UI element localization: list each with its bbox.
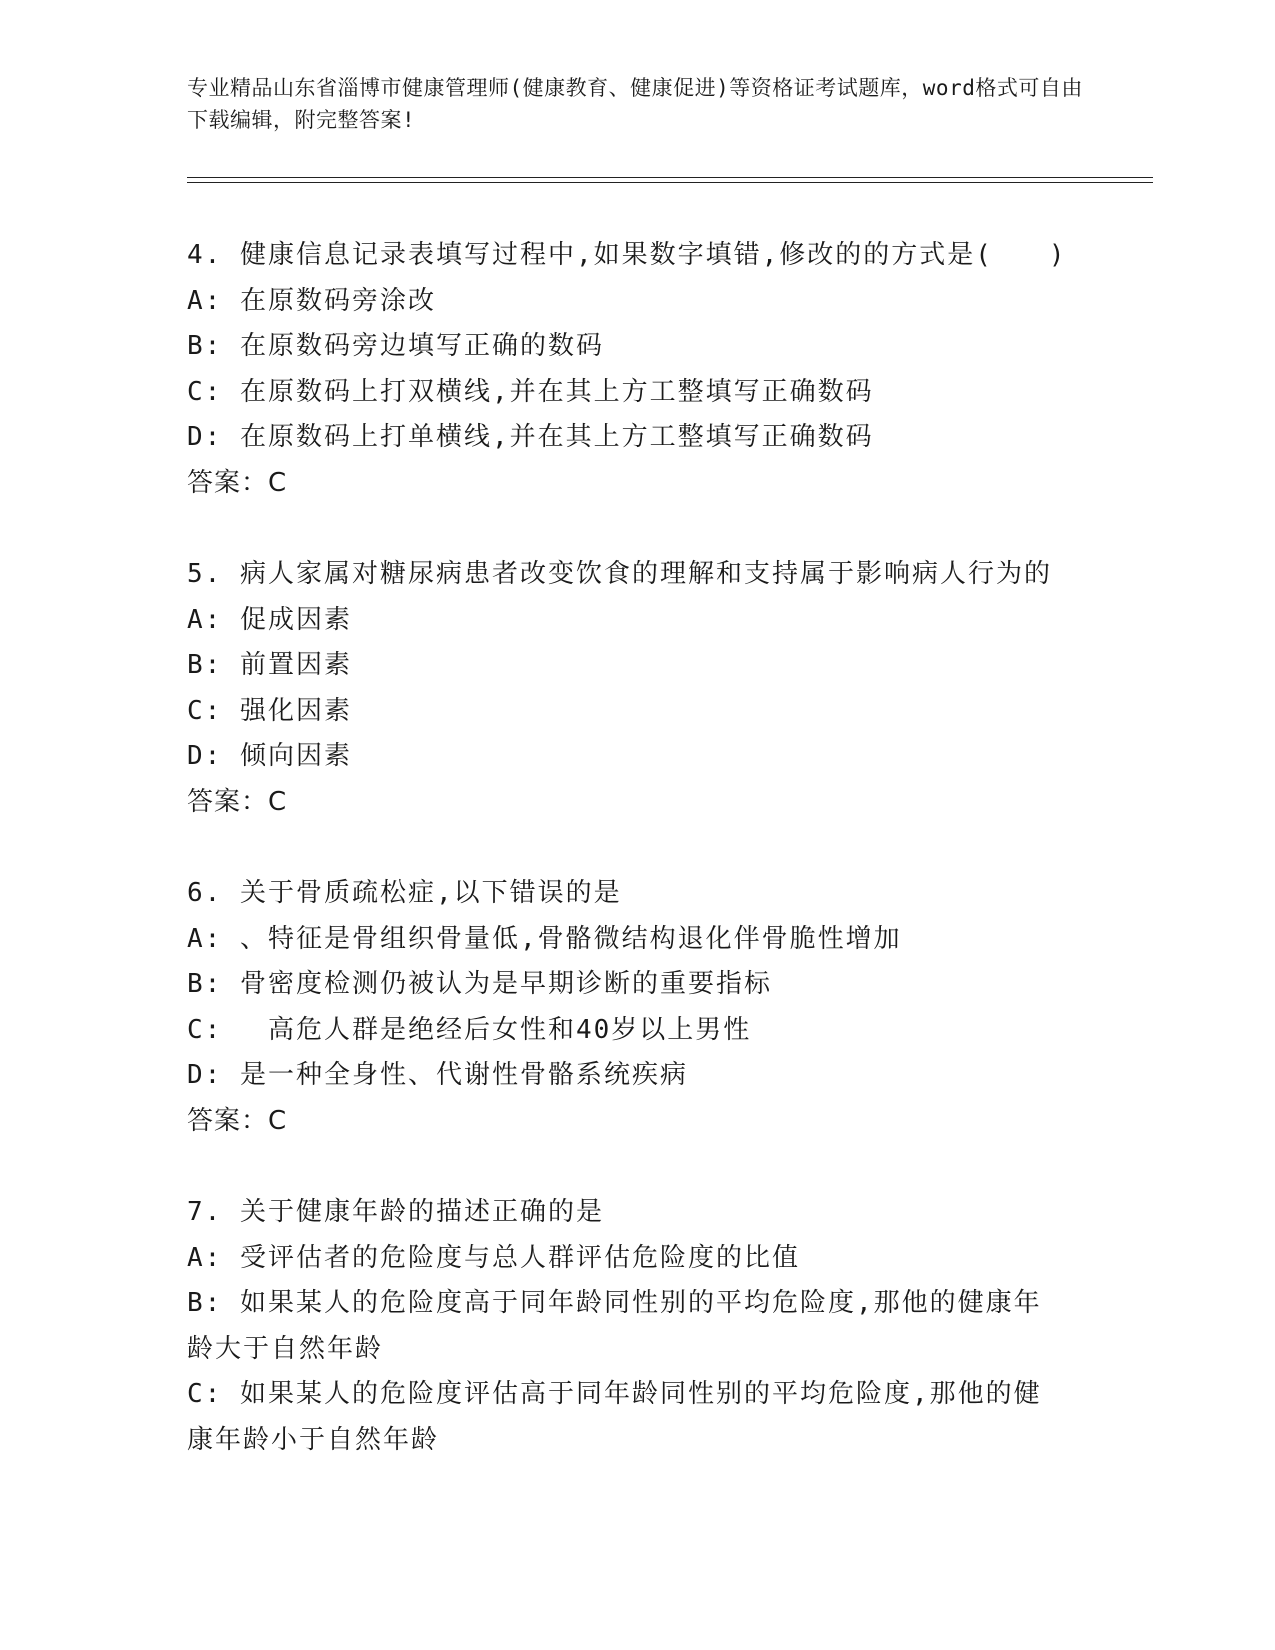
question-stem: 4. 健康信息记录表填写过程中,如果数字填错,修改的的方式是( ) [187, 240, 1067, 270]
answer-label: 答案：C [187, 1105, 288, 1136]
option-c: C: 如果某人的危险度评估高于同年龄同性别的平均危险度,那他的健康年龄小于自然年龄 [187, 1379, 1042, 1455]
document-header [187, 72, 1087, 136]
option-c: C: 在原数码上打双横线,并在其上方工整填写正确数码 [187, 376, 874, 407]
answer-label: 答案：C [187, 786, 288, 817]
header-divider-bottom [187, 182, 1153, 183]
question-4 [187, 233, 1087, 506]
option-d: D: 倾向因素 [187, 741, 352, 771]
question-5 [187, 552, 1087, 825]
option-a: A: 促成因素 [187, 604, 352, 635]
header-text: 专业精品山东省淄博市健康管理师(健康教育、健康促进)等资格证考试题库，word格式可自由下载编辑，附完整答案! [187, 76, 1083, 132]
header-divider-top [187, 177, 1153, 178]
option-c: C: 高危人群是绝经后女性和40岁以上男性 [187, 1014, 752, 1045]
option-b: B: 前置因素 [187, 650, 352, 680]
option-d: D: 是一种全身性、代谢性骨骼系统疾病 [187, 1060, 688, 1090]
question-stem: 7. 关于健康年龄的描述正确的是 [187, 1197, 604, 1227]
option-d: D: 在原数码上打单横线,并在其上方工整填写正确数码 [187, 422, 874, 452]
option-b: B: 在原数码旁边填写正确的数码 [187, 331, 604, 361]
option-b: B: 如果某人的危险度高于同年龄同性别的平均危险度,那他的健康年龄大于自然年龄 [187, 1288, 1042, 1364]
question-stem: 6. 关于骨质疏松症,以下错误的是 [187, 878, 622, 908]
question-7 [187, 1190, 1087, 1463]
option-a: A: 在原数码旁涂改 [187, 285, 436, 316]
answer-label: 答案：C [187, 467, 288, 498]
option-a: A: 受评估者的危险度与总人群评估危险度的比值 [187, 1242, 800, 1273]
option-c: C: 强化因素 [187, 695, 352, 726]
option-a: A: 、特征是骨组织骨量低,骨骼微结构退化伴骨脆性增加 [187, 923, 902, 954]
question-6 [187, 871, 1087, 1144]
option-b: B: 骨密度检测仍被认为是早期诊断的重要指标 [187, 969, 772, 999]
question-stem: 5. 病人家属对糖尿病患者改变饮食的理解和支持属于影响病人行为的 [187, 559, 1052, 589]
